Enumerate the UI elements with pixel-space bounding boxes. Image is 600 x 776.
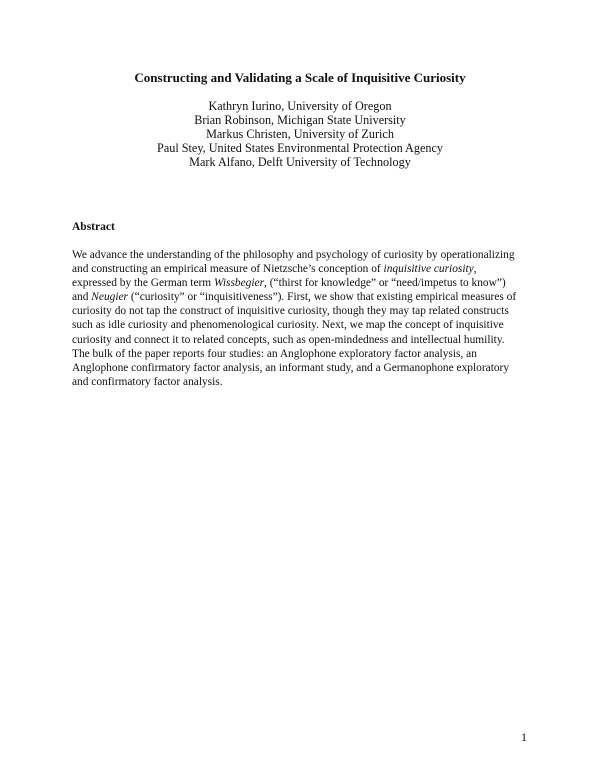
abstract-text: We advance the understanding of the philosophy and psychology of curiosity by operationalizing (72, 249, 515, 261)
abstract-text: The bulk of the paper reports four studies: an Anglophone exploratory factor analysis, an (72, 347, 477, 360)
paper-title: Constructing and Validating a Scale of Inquisitive Curiosity (134, 70, 466, 85)
author-line: Paul Stey, United States Environmental Protection Agency (157, 141, 443, 156)
abstract-text: and confirmatory factor analysis. (72, 375, 223, 388)
abstract-text: expressed by the German term (72, 277, 215, 290)
abstract-line (72, 375, 534, 389)
author-line: Kathryn Iurino, University of Oregon (208, 99, 392, 113)
abstract-text: and (72, 291, 92, 304)
abstract-text: curiosity and connect it to related concepts, such as open-mindedness and intellectual humility. (72, 333, 505, 346)
abstract-line (72, 361, 534, 375)
abstract-text: curiosity do not tap the construct of inquisitive curiosity, though they may tap related constructs (72, 305, 509, 318)
abstract-line (72, 304, 534, 318)
abstract-line (72, 262, 534, 276)
abstract-text: , (“thirst for knowledge” or “need/impetus to know”) (264, 277, 506, 290)
abstract-body (72, 248, 534, 389)
page-number: 1 (521, 730, 527, 744)
abstract-heading: Abstract (72, 221, 115, 233)
abstract-text: and constructing an empirical measure of Nietzsche’s conception of (72, 263, 384, 276)
abstract-text: , (473, 263, 477, 276)
author-list (0, 99, 600, 169)
abstract-line (72, 290, 534, 304)
abstract-text: (“curiosity” or “inquisitiveness”). First, we show that existing empirical measures of (128, 291, 517, 304)
abstract-text: such as idle curiosity and phenomenological curiosity. Next, we map the concept of inquisitive (72, 319, 504, 332)
abstract-italic-term: Wissbegier (214, 277, 265, 290)
author-line: Markus Christen, University of Zurich (206, 127, 394, 142)
abstract-line (72, 347, 534, 361)
author-line: Brian Robinson, Michigan State University (194, 113, 406, 128)
abstract-line (72, 248, 534, 262)
abstract-italic-term: inquisitive curiosity (383, 263, 474, 276)
abstract-line (72, 318, 534, 332)
abstract-line (72, 276, 534, 290)
abstract-italic-term: Neugier (91, 291, 128, 304)
abstract-text: Anglophone confirmatory factor analysis, an informant study, and a Germanophone exploratory (72, 361, 510, 374)
author-line: Mark Alfano, Delft University of Technology (189, 155, 411, 170)
abstract-line (72, 333, 534, 347)
